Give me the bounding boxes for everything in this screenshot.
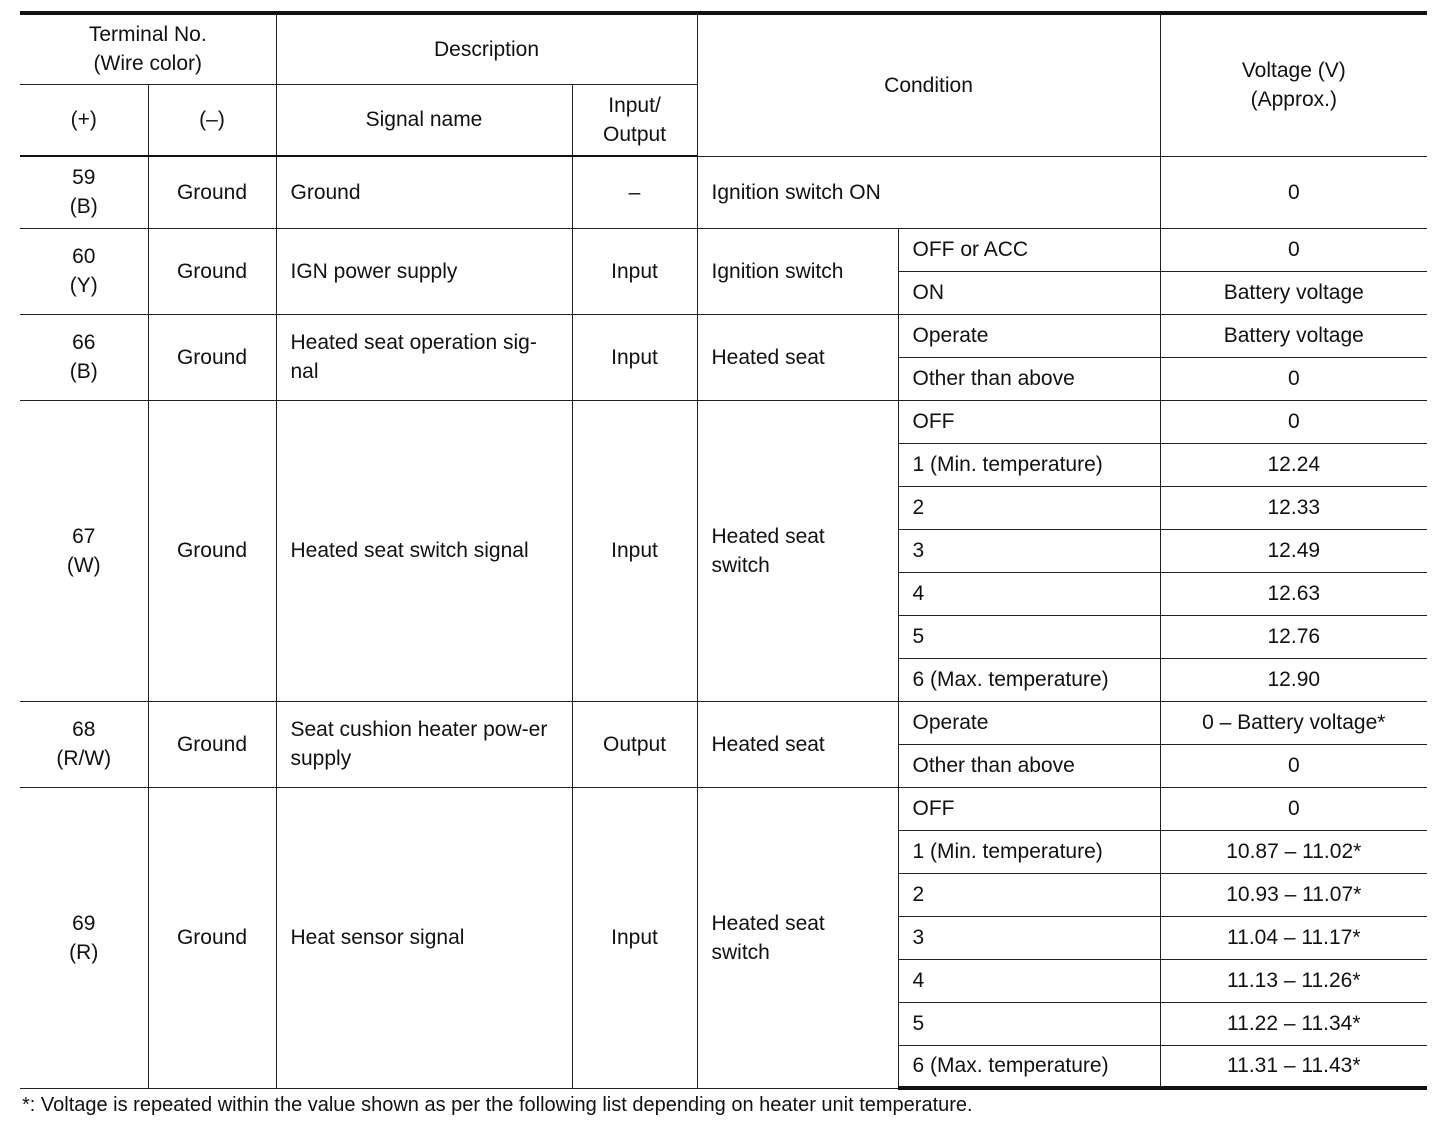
state-cell: Operate <box>898 701 1160 744</box>
voltage-cell: 11.04 – 11.17* <box>1160 916 1427 959</box>
voltage-cell: 12.24 <box>1160 443 1427 486</box>
state-cell: Other than above <box>898 357 1160 400</box>
approx-label: (Approx.) <box>1250 88 1337 112</box>
wire-color: (W) <box>66 553 101 577</box>
voltage-cell: 12.33 <box>1160 486 1427 529</box>
table-row <box>20 787 1427 830</box>
state-cell: Operate <box>898 314 1160 357</box>
wire-color: (B) <box>69 360 98 383</box>
wire-color: (Y) <box>69 274 98 297</box>
terminal-number: 60 <box>72 245 96 268</box>
state-cell: 1 (Min. temperature) <box>898 443 1160 486</box>
minus-terminal-cell: Ground <box>148 156 276 228</box>
io-cell: – <box>572 156 697 228</box>
voltage-header <box>1160 13 1427 156</box>
voltage-cell: 11.31 – 11.43* <box>1160 1045 1427 1088</box>
condition-cell: Heated seat <box>697 314 898 400</box>
output-label: Output <box>602 122 667 146</box>
wire-color: (B) <box>69 195 98 219</box>
condition-cell: Heated seat switch <box>697 400 898 701</box>
terminal-number-cell <box>20 228 148 314</box>
state-cell: 5 <box>898 1002 1160 1045</box>
state-cell: 2 <box>898 486 1160 529</box>
terminal-number: 68 <box>72 718 96 741</box>
voltage-cell: 12.90 <box>1160 658 1427 701</box>
voltage-cell: 11.13 – 11.26* <box>1160 959 1427 1002</box>
state-cell: OFF or ACC <box>898 228 1160 271</box>
table-body <box>20 156 1427 1088</box>
voltage-cell: 0 <box>1160 357 1427 400</box>
footnote: *: Voltage is repeated within the value shown as per the following list depending on heater unit temperature. <box>22 1094 973 1116</box>
wire-color: (R/W) <box>56 747 112 770</box>
table-row <box>20 400 1427 443</box>
table-row <box>20 701 1427 744</box>
description-header: Description <box>276 13 697 84</box>
terminal-number: 59 <box>72 166 96 190</box>
state-cell: OFF <box>898 787 1160 830</box>
io-cell: Input <box>572 400 697 701</box>
minus-terminal-cell: Ground <box>148 701 276 787</box>
state-cell: Other than above <box>898 744 1160 787</box>
state-cell: 5 <box>898 615 1160 658</box>
voltage-cell: 10.93 – 11.07* <box>1160 873 1427 916</box>
io-cell: Output <box>572 701 697 787</box>
voltage-cell: 0 <box>1160 228 1427 271</box>
terminal-number: 67 <box>72 524 96 548</box>
terminal-number-cell <box>20 314 148 400</box>
signal-name-cell: Heated seat switch signal <box>276 400 572 701</box>
condition-cell: Heated seat switch <box>697 787 898 1088</box>
state-cell: 4 <box>898 959 1160 1002</box>
state-cell: 2 <box>898 873 1160 916</box>
voltage-cell: 0 <box>1160 156 1427 228</box>
terminal-number-cell <box>20 787 148 1088</box>
signal-name-header: Signal name <box>276 84 572 156</box>
terminal-number: 69 <box>72 911 96 935</box>
condition-header: Condition <box>697 13 1160 156</box>
signal-name-cell: Ground <box>276 156 572 228</box>
input-label: Input/ <box>608 93 661 117</box>
voltage-cell: 10.87 – 11.02* <box>1160 830 1427 873</box>
minus-header: (–) <box>148 84 276 156</box>
table-row <box>20 228 1427 271</box>
terminal-number-cell <box>20 400 148 701</box>
state-cell: OFF <box>898 400 1160 443</box>
state-cell: 4 <box>898 572 1160 615</box>
state-cell: 1 (Min. temperature) <box>898 830 1160 873</box>
minus-terminal-cell: Ground <box>148 400 276 701</box>
minus-terminal-cell: Ground <box>148 787 276 1088</box>
io-header <box>572 84 697 156</box>
terminal-table <box>20 11 1427 1090</box>
signal-name-cell: Heat sensor signal <box>276 787 572 1088</box>
condition-cell: Ignition switch ON <box>697 156 1160 228</box>
condition-cell: Ignition switch <box>697 228 898 314</box>
voltage-cell: 0 <box>1160 744 1427 787</box>
state-cell: 3 <box>898 916 1160 959</box>
wire-color-label: (Wire color) <box>93 52 202 76</box>
state-cell: 3 <box>898 529 1160 572</box>
io-cell: Input <box>572 314 697 400</box>
voltage-cell: 12.76 <box>1160 615 1427 658</box>
table-row <box>20 314 1427 357</box>
terminal-number-cell <box>20 156 148 228</box>
voltage-cell: 0 <box>1160 787 1427 830</box>
state-cell: ON <box>898 271 1160 314</box>
voltage-cell: Battery voltage <box>1160 314 1427 357</box>
minus-terminal-cell: Ground <box>148 228 276 314</box>
state-cell: 6 (Max. temperature) <box>898 1045 1160 1088</box>
state-cell: 6 (Max. temperature) <box>898 658 1160 701</box>
wire-color: (R) <box>69 940 99 964</box>
signal-name-cell: Heated seat operation sig-nal <box>276 314 572 400</box>
voltage-cell: 12.49 <box>1160 529 1427 572</box>
voltage-label: Voltage (V) <box>1241 59 1346 83</box>
terminal-header <box>20 13 276 84</box>
plus-header: (+) <box>20 84 148 156</box>
terminal-number-cell <box>20 701 148 787</box>
voltage-cell: 0 – Battery voltage* <box>1160 701 1427 744</box>
condition-cell: Heated seat <box>697 701 898 787</box>
signal-name-cell: IGN power supply <box>276 228 572 314</box>
io-cell: Input <box>572 228 697 314</box>
voltage-cell: 0 <box>1160 400 1427 443</box>
table-row <box>20 156 1427 228</box>
voltage-cell: Battery voltage <box>1160 271 1427 314</box>
voltage-cell: 11.22 – 11.34* <box>1160 1002 1427 1045</box>
voltage-cell: 12.63 <box>1160 572 1427 615</box>
terminal-label: Terminal No. <box>88 23 207 47</box>
io-cell: Input <box>572 787 697 1088</box>
minus-terminal-cell: Ground <box>148 314 276 400</box>
terminal-number: 66 <box>72 331 96 354</box>
signal-name-cell: Seat cushion heater pow-er supply <box>276 701 572 787</box>
